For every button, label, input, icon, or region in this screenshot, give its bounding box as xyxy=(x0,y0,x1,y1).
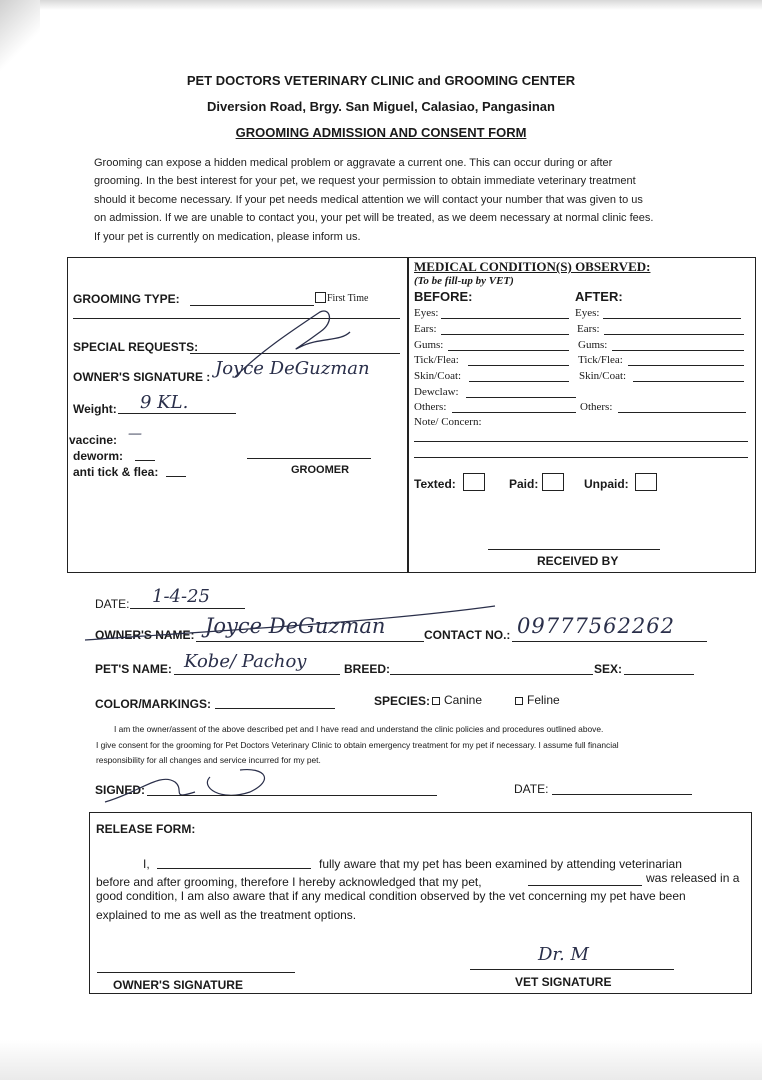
note-line-2[interactable] xyxy=(414,457,748,458)
form-title: GROOMING ADMISSION AND CONSENT FORM xyxy=(235,125,527,140)
after-gums-label: Gums: xyxy=(578,339,608,351)
note-line-1[interactable] xyxy=(414,441,748,442)
before-gums-line[interactable] xyxy=(448,350,569,351)
breed-line[interactable] xyxy=(390,674,593,675)
clinic-address: Diversion Road, Brgy. San Miguel, Calasiao, Pangasinan xyxy=(207,99,555,114)
after-eyes-line[interactable] xyxy=(603,318,741,319)
owner-name-label: OWNER'S NAME: xyxy=(95,628,195,642)
after-skin-label: Skin/Coat: xyxy=(579,370,627,382)
before-skin-label: Skin/Coat: xyxy=(414,370,462,382)
release-text-2b: was released in a xyxy=(646,871,740,885)
before-dewclaw-label: Dewclaw: xyxy=(414,386,459,398)
consent-date-label: DATE: xyxy=(514,782,549,796)
intro-line-4: on admission. If we are unable to contact you, your pet will be treated, as we deem necessary at normal clinic fees. xyxy=(94,212,654,224)
before-others-label: Others: xyxy=(414,401,447,413)
consent-line-2: I give consent for the grooming for Pet Doctors Veterinary Clinic to obtain emergency treatment for my pet if necessary. I assume full financial xyxy=(96,740,619,750)
canine-checkbox[interactable] xyxy=(432,697,440,705)
release-owner-signature-label: OWNER'S SIGNATURE xyxy=(113,978,243,992)
signed-label: SIGNED: xyxy=(95,783,146,797)
release-name-line[interactable] xyxy=(157,868,311,869)
deworm-line[interactable] xyxy=(135,460,155,461)
intro-line-1: Grooming can expose a hidden medical problem or aggravate a current one. This can occur during or after xyxy=(94,157,613,169)
before-skin-line[interactable] xyxy=(469,381,569,382)
owner-signature-label: OWNER'S SIGNATURE : xyxy=(73,370,211,384)
received-by-label: RECEIVED BY xyxy=(537,554,619,568)
species-canine-option[interactable] xyxy=(432,693,482,707)
feline-label: Feline xyxy=(527,693,560,707)
pet-name-line[interactable] xyxy=(174,674,340,675)
before-label: BEFORE: xyxy=(414,289,473,304)
sex-label: SEX: xyxy=(594,662,623,676)
release-text-3: good condition, I am also aware that if any medical condition observed by the vet concerning my pet have been xyxy=(96,889,686,903)
intro-line-3: should it become necessary. If your pet needs medical attention we will contact your number that was given to us xyxy=(94,194,643,206)
species-label: SPECIES: xyxy=(374,694,431,708)
note-label: Note/ Concern: xyxy=(414,416,482,428)
before-others-line[interactable] xyxy=(452,412,576,413)
owner-name-slash xyxy=(80,604,500,644)
vaccine-label: vaccine: xyxy=(69,433,118,447)
species-feline-option[interactable] xyxy=(515,693,560,707)
intro-line-2: grooming. In the best interest for your pet, we request your permission to obtain immediate veterinary treatment xyxy=(94,175,636,187)
anti-tick-line[interactable] xyxy=(166,476,186,477)
unpaid-label: Unpaid: xyxy=(584,477,629,491)
after-gums-line[interactable] xyxy=(612,350,744,351)
vet-signature-value: Dr. M xyxy=(538,944,589,965)
vaccine-value: — xyxy=(128,426,142,442)
after-tick-line[interactable] xyxy=(628,365,744,366)
release-form-title: RELEASE FORM: xyxy=(96,822,196,836)
release-text-4: explained to me as well as the treatment options. xyxy=(96,908,357,922)
received-by-line[interactable] xyxy=(488,549,660,550)
weight-value: 9 KL. xyxy=(140,392,189,413)
after-ears-line[interactable] xyxy=(604,334,744,335)
color-markings-line[interactable] xyxy=(215,708,335,709)
groomer-line[interactable] xyxy=(247,458,371,459)
color-markings-label: COLOR/MARKINGS: xyxy=(95,697,211,711)
release-text-1: fully aware that my pet has been examined by attending veterinarian xyxy=(319,857,682,871)
signed-line[interactable] xyxy=(147,795,437,796)
release-form-box xyxy=(89,812,752,994)
date-value: 1-4-25 xyxy=(152,586,210,607)
sex-line[interactable] xyxy=(624,674,694,675)
before-ears-label: Ears: xyxy=(414,323,437,335)
pet-name-value: Kobe/ Pachoy xyxy=(184,651,307,672)
after-label: AFTER: xyxy=(575,289,623,304)
before-gums-label: Gums: xyxy=(414,339,444,351)
first-time-label: First Time xyxy=(327,293,369,304)
medical-subtitle: (To be fill-up by VET) xyxy=(414,275,514,287)
groomer-label: GROOMER xyxy=(291,464,350,476)
consent-date-line[interactable] xyxy=(552,794,692,795)
release-owner-signature-line[interactable] xyxy=(97,972,295,973)
after-eyes-label: Eyes: xyxy=(575,307,600,319)
release-pet-line[interactable] xyxy=(528,885,642,886)
owner-signature-value: Joyce DeGuzman xyxy=(215,358,370,379)
after-tick-label: Tick/Flea: xyxy=(578,354,623,366)
contact-value: 09777562262 xyxy=(517,614,675,638)
before-tick-label: Tick/Flea: xyxy=(414,354,459,366)
anti-tick-label: anti tick & flea: xyxy=(73,465,159,479)
special-requests-label: SPECIAL REQUESTS: xyxy=(73,340,199,354)
before-ears-line[interactable] xyxy=(441,334,569,335)
signed-signature xyxy=(100,762,280,807)
texted-checkbox[interactable] xyxy=(463,473,485,491)
weight-line[interactable] xyxy=(118,413,236,414)
after-ears-label: Ears: xyxy=(577,323,600,335)
after-others-line[interactable] xyxy=(618,412,746,413)
after-skin-line[interactable] xyxy=(633,381,744,382)
weight-label: Weight: xyxy=(73,402,117,416)
consent-line-1: I am the owner/assent of the above described pet and I have read and understand the clinic policies and procedures outlined above. xyxy=(114,724,604,734)
paid-checkbox[interactable] xyxy=(542,473,564,491)
pet-name-label: PET'S NAME: xyxy=(95,662,172,676)
medical-title: MEDICAL CONDITION(S) OBSERVED: xyxy=(414,259,651,274)
before-dewclaw-line[interactable] xyxy=(466,397,576,398)
vet-signature-label: VET SIGNATURE xyxy=(515,975,612,989)
before-eyes-label: Eyes: xyxy=(414,307,439,319)
box-divider xyxy=(407,257,409,573)
clinic-name: PET DOCTORS VETERINARY CLINIC and GROOMING CENTER xyxy=(186,73,576,88)
contact-label: CONTACT NO.: xyxy=(424,628,511,642)
date-label: DATE: xyxy=(95,597,130,611)
owner-name-value: Joyce DeGuzman xyxy=(205,614,386,638)
paid-label: Paid: xyxy=(509,477,539,491)
page-top-edge xyxy=(0,0,762,10)
vet-signature-line[interactable] xyxy=(470,969,674,970)
before-eyes-line[interactable] xyxy=(441,318,569,319)
release-text-2a: before and after grooming, therefore I hereby acknowledged that my pet, xyxy=(96,875,482,889)
owner-signature-scribble xyxy=(230,302,360,382)
after-others-label: Others: xyxy=(580,401,613,413)
contact-line[interactable] xyxy=(512,641,707,642)
grooming-type-label: GROOMING TYPE: xyxy=(73,292,180,306)
unpaid-checkbox[interactable] xyxy=(635,473,657,491)
canine-label: Canine xyxy=(444,693,483,707)
deworm-label: deworm: xyxy=(73,449,124,463)
intro-line-5: If your pet is currently on medication, please inform us. xyxy=(94,231,361,243)
texted-label: Texted: xyxy=(414,477,456,491)
release-i-label: I, xyxy=(143,857,150,871)
page-bottom-shadow xyxy=(0,1040,762,1080)
breed-label: BREED: xyxy=(344,662,391,676)
before-tick-line[interactable] xyxy=(468,365,569,366)
page-corner-shadow xyxy=(0,0,40,80)
consent-line-3: responsibility for all changes and service incurred for my pet. xyxy=(96,755,321,765)
feline-checkbox[interactable] xyxy=(515,697,523,705)
